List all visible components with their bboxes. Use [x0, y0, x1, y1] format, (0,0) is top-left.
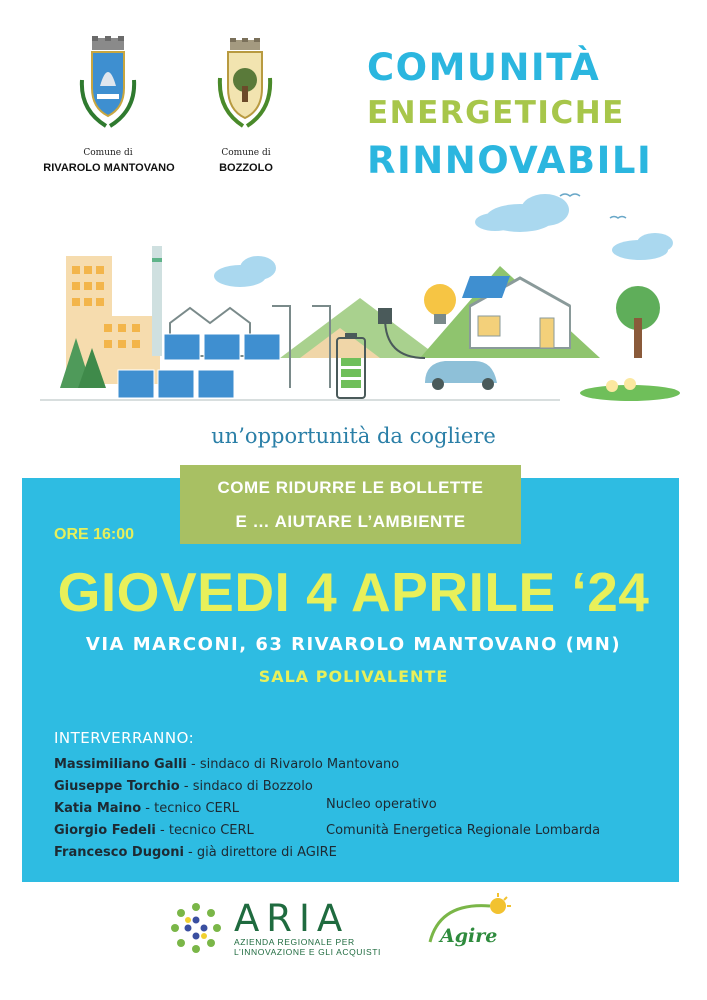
speaker-name: Giuseppe Torchio: [54, 779, 180, 794]
speaker-role: - tecnico CERL: [155, 823, 254, 838]
highlight-box: [180, 465, 521, 544]
speaker-row: [54, 757, 399, 777]
bozzolo-crest: [216, 38, 274, 132]
highlight-line-1: COME RIDURRE LE BOLLETTE: [217, 478, 484, 497]
aria-logo-sub-1: AZIENDA REGIONALE PER: [234, 937, 355, 947]
speaker-row: [54, 779, 313, 799]
agire-logo-text: Agire: [440, 925, 498, 947]
aria-logo-text: ARIA: [234, 897, 350, 940]
title-line-2: ENERGETICHE: [367, 95, 625, 131]
speaker-name: Francesco Dugoni: [54, 845, 184, 860]
cerl-note-line-2: Comunità Energetica Regionale Lombarda: [326, 823, 601, 838]
title-line-1: COMUNITÀ: [367, 46, 601, 89]
comune1-label: Comune di: [83, 148, 133, 158]
speaker-row: [54, 845, 337, 865]
tagline: un’opportunità da cogliere: [211, 424, 496, 448]
aria-dots-icon: [170, 902, 222, 954]
speaker-name: Giorgio Fedeli: [54, 823, 156, 838]
event-venue: SALA POLIVALENTE: [258, 667, 449, 686]
event-time: ORE 16:00: [54, 526, 135, 543]
event-address: VIA MARCONI, 63 RIVAROLO MANTOVANO (MN): [85, 634, 622, 655]
comune1-name: RIVAROLO MANTOVANO: [43, 162, 175, 174]
event-date: GIOVEDI 4 APRILE ‘24: [57, 561, 650, 623]
speaker-role: - sindaco di Bozzolo: [179, 779, 313, 794]
highlight-line-2: E … AIUTARE L’AMBIENTE: [235, 512, 466, 531]
energy-illustration: [40, 188, 690, 420]
speaker-name: Katia Maino: [54, 801, 142, 816]
speaker-role: - sindaco di Rivarolo Mantovano: [186, 757, 400, 772]
comune2-label: Comune di: [221, 148, 271, 158]
rivarolo-crest: [78, 36, 138, 132]
speakers-heading: INTERVERRANNO:: [54, 729, 195, 747]
speaker-role: - tecnico CERL: [141, 801, 240, 816]
speaker-name: Massimiliano Galli: [54, 757, 187, 772]
title-line-3: RINNOVABILI: [367, 139, 653, 182]
speaker-role: - già direttore di AGIRE: [183, 845, 337, 860]
comune2-name: BOZZOLO: [219, 162, 273, 174]
aria-logo-sub-2: L’INNOVAZIONE E GLI ACQUISTI: [234, 947, 382, 957]
speaker-row: [54, 823, 254, 843]
speaker-row: [54, 801, 239, 821]
cerl-note-line-1: Nucleo operativo: [326, 797, 437, 812]
